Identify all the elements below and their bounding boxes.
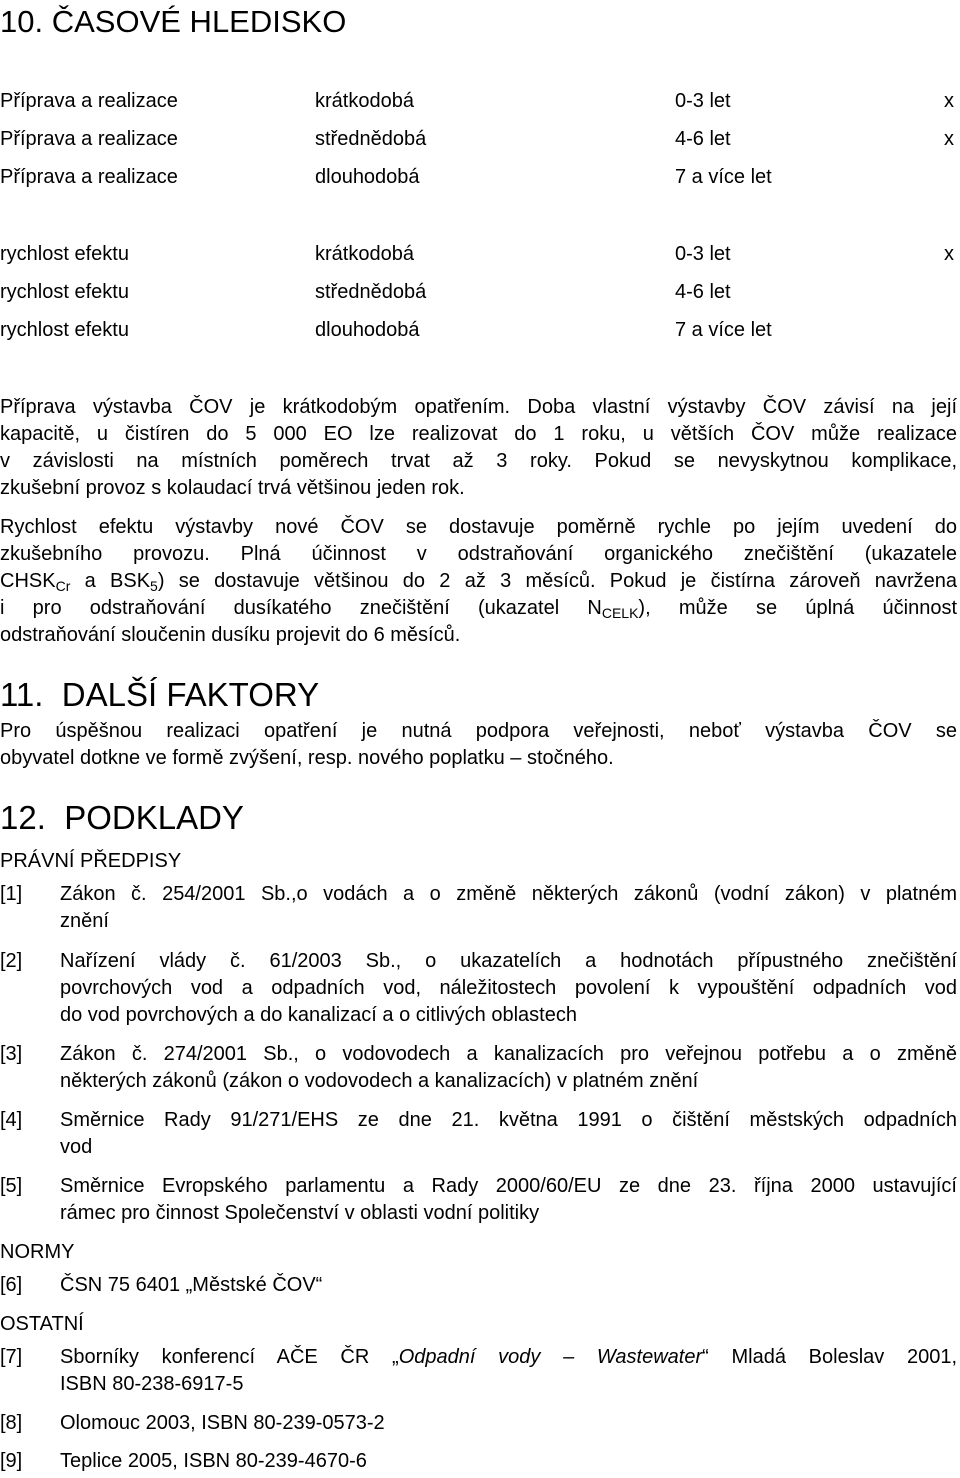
- reference-line: Směrnice Rady 91/271/EHS ze dne 21. května 1991 o čištění městských odpadních: [60, 1109, 957, 1131]
- row-range: 7 a více let: [675, 166, 772, 188]
- reference-body: [60, 1041, 957, 1095]
- table-row: [0, 126, 960, 152]
- subscript: Cr: [55, 578, 71, 594]
- paragraph-line: v závislosti na místních poměrech trvat až 3 roky. Pokud se nevyskytnou komplikace,: [0, 450, 957, 472]
- row-label: Příprava a realizace: [0, 128, 178, 150]
- group-heading-norms: NORMY: [0, 1241, 75, 1263]
- reference-body: [60, 1410, 957, 1437]
- section-11-heading: [0, 678, 319, 711]
- reference-body: [60, 1173, 957, 1227]
- reference-line: některých zákonů (zákon o vodovodech a kanalizacích) v platném znění: [60, 1070, 699, 1092]
- reference-body: [60, 948, 957, 1029]
- reference-item: [0, 948, 957, 1029]
- reference-tag: [1]: [0, 883, 23, 905]
- text-run: “ Mladá Boleslav 2001,: [702, 1346, 958, 1368]
- reference-tag: [8]: [0, 1412, 23, 1434]
- reference-line: vod: [60, 1136, 93, 1158]
- reference-line: do vod povrchových a do kanalizací a o citlivých oblastech: [60, 1004, 577, 1026]
- paragraph-line: zkušební provoz s kolaudací trvá většinou jeden rok.: [0, 477, 465, 499]
- paragraph-line: odstraňování sloučenin dusíku projevit do 6 měsíců.: [0, 624, 461, 646]
- row-mark: x: [944, 128, 954, 150]
- row-range: 0-3 let: [675, 243, 731, 265]
- section-10-heading: [0, 6, 346, 37]
- reference-item: [0, 1107, 957, 1161]
- reference-item: [0, 1448, 957, 1475]
- table-row: [0, 88, 960, 114]
- section-10-title: ČASOVÉ HLEDISKO: [51, 4, 347, 39]
- subscript: CELK: [601, 605, 639, 621]
- reference-tag: [7]: [0, 1346, 23, 1368]
- row-term: střednědobá: [315, 128, 427, 150]
- reference-tag: [9]: [0, 1450, 23, 1472]
- group-heading-other: OSTATNÍ: [0, 1313, 84, 1335]
- text-run: ), může se úplná účinnost: [638, 597, 957, 619]
- row-range: 4-6 let: [675, 281, 731, 303]
- reference-item: [0, 1272, 957, 1299]
- reference-line: [60, 1344, 957, 1371]
- italic-title: Odpadní vody – Wastewater: [398, 1346, 703, 1368]
- reference-item: [0, 881, 957, 935]
- row-term: dlouhodobá: [315, 319, 420, 341]
- row-term: krátkodobá: [315, 90, 414, 112]
- reference-line: Nařízení vlády č. 61/2003 Sb., o ukazatelích a hodnotách přípustného znečištění: [60, 950, 957, 972]
- paragraph-line: kapacitě, u čistíren do 5 000 EO lze realizovat do 1 roku, u větších ČOV může realizace: [0, 423, 957, 445]
- group-heading-legal: PRÁVNÍ PŘEDPISY: [0, 850, 182, 872]
- reference-line: znění: [60, 910, 109, 932]
- paragraph-line: [0, 568, 957, 595]
- text-run: ) se dostavuje většinou do 2 až 3 měsíců. Pokud je čistírna zároveň navržena: [157, 570, 957, 592]
- row-term: krátkodobá: [315, 243, 414, 265]
- text-run: i pro odstraňování dusíkatého znečištění (ukazatel N: [0, 597, 602, 619]
- reference-line: ISBN 80-238-6917-5: [60, 1373, 244, 1395]
- reference-line: ČSN 75 6401 „Městské ČOV“: [60, 1274, 323, 1296]
- row-term: střednědobá: [315, 281, 427, 303]
- reference-body: [60, 1448, 957, 1475]
- section-12-title: PODKLADY: [64, 799, 244, 836]
- paragraph-public-support: [0, 718, 957, 772]
- paragraph-line: [0, 595, 957, 622]
- row-range: 0-3 let: [675, 90, 731, 112]
- reference-line: Olomouc 2003, ISBN 80-239-0573-2: [60, 1412, 385, 1434]
- section-10-number: 10.: [0, 4, 44, 39]
- paragraph-effect-speed: [0, 514, 957, 649]
- paragraph-line: Příprava výstavba ČOV je krátkodobým opatřením. Doba vlastní výstavby ČOV závisí na její: [0, 396, 957, 418]
- table-row: [0, 241, 960, 267]
- subscript: 5: [150, 578, 158, 594]
- reference-tag: [4]: [0, 1109, 23, 1131]
- reference-tag: [6]: [0, 1274, 23, 1296]
- row-label: Příprava a realizace: [0, 90, 178, 112]
- text-run: a BSK: [70, 570, 151, 592]
- reference-body: [60, 1272, 957, 1299]
- section-11-title: DALŠÍ FAKTORY: [61, 676, 320, 713]
- paragraph-construction-time: [0, 394, 957, 502]
- table-row: [0, 279, 960, 305]
- reference-line: Zákon č. 254/2001 Sb.,o vodách a o změně některých zákonů (vodní zákon) v platném: [60, 883, 957, 905]
- section-12-heading: [0, 801, 244, 834]
- reference-tag: [5]: [0, 1175, 23, 1197]
- reference-item: [0, 1410, 957, 1437]
- reference-body: [60, 881, 957, 935]
- section-11-number: 11.: [0, 676, 44, 713]
- row-term: dlouhodobá: [315, 166, 420, 188]
- row-mark: x: [944, 243, 954, 265]
- section-12-number: 12.: [0, 799, 46, 836]
- table-row: [0, 164, 960, 190]
- reference-line: Teplice 2005, ISBN 80-239-4670-6: [60, 1450, 367, 1472]
- row-label: rychlost efektu: [0, 243, 129, 265]
- row-range: 7 a více let: [675, 319, 772, 341]
- reference-line: Směrnice Evropského parlamentu a Rady 2000/60/EU ze dne 23. října 2000 ustavující: [60, 1175, 957, 1197]
- reference-item: [0, 1344, 957, 1398]
- reference-line: Zákon č. 274/2001 Sb., o vodovodech a kanalizacích pro veřejnou potřebu a o změně: [60, 1043, 957, 1065]
- row-label: rychlost efektu: [0, 281, 129, 303]
- row-range: 4-6 let: [675, 128, 731, 150]
- reference-item: [0, 1041, 957, 1095]
- reference-tag: [3]: [0, 1043, 23, 1065]
- row-label: Příprava a realizace: [0, 166, 178, 188]
- reference-tag: [2]: [0, 950, 23, 972]
- row-label: rychlost efektu: [0, 319, 129, 341]
- reference-body: [60, 1344, 957, 1398]
- paragraph-line: obyvatel dotkne ve formě zvýšení, resp. nového poplatku – stočného.: [0, 747, 614, 769]
- reference-item: [0, 1173, 957, 1227]
- text-run: CHSK: [0, 570, 56, 592]
- paragraph-line: Pro úspěšnou realizaci opatření je nutná podpora veřejnosti, neboť výstavba ČOV se: [0, 720, 957, 742]
- text-run: Sborníky konferencí AČE ČR „: [60, 1346, 399, 1368]
- table-row: [0, 317, 960, 343]
- paragraph-line: Rychlost efektu výstavby nové ČOV se dostavuje poměrně rychle po jejím uvedení do: [0, 516, 957, 538]
- reference-body: [60, 1107, 957, 1161]
- row-mark: x: [944, 90, 954, 112]
- reference-line: povrchových vod a odpadních vod, náležitostech povolení k vypouštění odpadních vod: [60, 977, 957, 999]
- reference-line: rámec pro činnost Společenství v oblasti vodní politiky: [60, 1202, 540, 1224]
- paragraph-line: zkušebního provozu. Plná účinnost v odstraňování organického znečištění (ukazatele: [0, 543, 957, 565]
